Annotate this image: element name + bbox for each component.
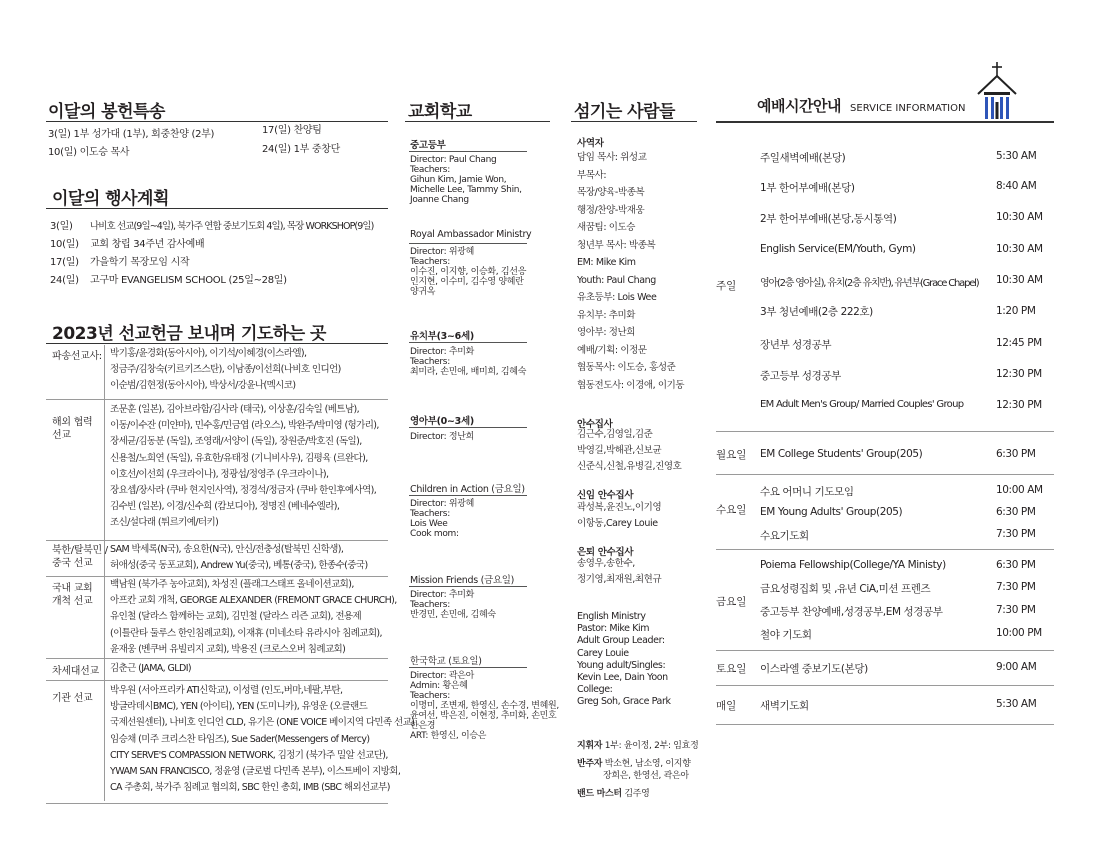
- offering-rule: [46, 121, 388, 122]
- band-row: [577, 789, 650, 800]
- church-icon: [972, 62, 1024, 120]
- service-time: 12:30 PM: [996, 368, 1042, 380]
- service-time: 7:30 PM: [996, 581, 1036, 593]
- school-line: Michelle Lee, Tammy Shin,: [410, 185, 522, 195]
- school-group-heading: Children in Action (금요일): [410, 484, 525, 495]
- mission-line: 방글라데시BMC), YEN (아이티), YEN (도미니카), 유영운 (오클랜드: [110, 701, 368, 713]
- school-line: Director: Paul Chang: [410, 155, 497, 165]
- server-line: 새꿈팀: 이도승: [577, 222, 636, 233]
- mission-group-2: [110, 402, 379, 532]
- server-line: 영아부: 정난희: [577, 327, 636, 338]
- elect-deacons-heading: 신임 안수집사: [577, 490, 634, 501]
- school-line: 반경민, 손민애, 김혜숙: [410, 610, 496, 620]
- school-group-body: [410, 247, 526, 297]
- event-text-1: 나비호 선교(9일~4일), 북가주 연합 중보기도회 4일), 목장 WORKSHOP(9일): [90, 221, 374, 232]
- offering-line-2: 10(일) 이도승 목사: [48, 147, 130, 158]
- service-name: Poiema Fellowship(College/YA Ministy): [760, 559, 946, 571]
- day-label-wednesday: 수요일: [716, 504, 747, 516]
- accompanist-row: [577, 759, 691, 770]
- service-time: 12:45 PM: [996, 337, 1042, 349]
- event-text-2: 교회 창립 34주년 감사예배: [90, 239, 205, 250]
- school-line: 이명미, 조변재, 한영신, 손수경, 변혜원,: [410, 701, 559, 711]
- mission-group-5: [110, 661, 191, 677]
- school-line: 윤여선, 박은진, 이현정, 추미화, 손민호: [410, 711, 557, 721]
- school-line: Director: 정난희: [410, 432, 475, 442]
- accompanist-value-1: 박소현, 남소영, 이지향: [604, 759, 691, 769]
- service-time: 10:30 AM: [996, 243, 1043, 255]
- mission-line: 조신/설다래 (튀르키예/터키): [110, 517, 219, 529]
- event-text-4: 고구마 EVANGELISM SCHOOL (25일~28일): [90, 275, 287, 286]
- service-name: 수요기도회: [760, 530, 809, 542]
- school-group-body: [410, 671, 559, 741]
- server-line: 행정/찬양-박재웅: [577, 204, 645, 216]
- mission-line: 장세균/김동분 (독일), 조영래/서양이 (독일), 장원준/박호진 (독일),: [110, 436, 362, 448]
- day-separator: [716, 549, 1054, 550]
- school-line: Teachers:: [410, 257, 450, 267]
- school-group-rule: [409, 667, 527, 668]
- service-name: 영아(2층 영아실), 유치(2층 유치반), 유년부(Grace Chapel): [760, 278, 979, 289]
- mission-line: 김수빈 (일본), 이경/신수희 (캄보디아), 정명진 (베네수엘라),: [110, 501, 340, 513]
- school-group-rule: [409, 495, 527, 496]
- mission-category: 기관 선교: [52, 693, 93, 704]
- school-line: 이수진, 이지향, 이승화, 김선응: [410, 267, 527, 277]
- mission-line: 이순범/김현정(동아시아), 박상서/강윤나(멕시코): [110, 380, 296, 392]
- server-line: Young adult/Singles:: [577, 659, 666, 671]
- mission-line: 국제선원센터), 나비호 인디언 CLD, 유기은 (ONE VOICE 베이지역 다민족 선교): [110, 717, 415, 729]
- server-line: 목장/양육-박종복: [577, 187, 645, 198]
- offering-line-1: 3(일) 1부 성가대 (1부), 회중찬양 (2부): [48, 129, 215, 140]
- event-date-2: 10(일): [50, 239, 79, 250]
- service-time: 10:00 PM: [996, 627, 1042, 639]
- server-line: EM: Mike Kim: [577, 257, 636, 268]
- mission-separator: [46, 680, 388, 681]
- retired-deacons-heading: 은퇴 안수집사: [577, 547, 634, 558]
- mission-line: 박우원 (서아프리카 ATI신학교), 이성렬 (인도,버마,네팔,부탄,: [110, 685, 343, 696]
- school-rule: [405, 121, 550, 122]
- school-line: Teachers:: [410, 509, 450, 519]
- conductor-label: 지휘자: [577, 741, 603, 751]
- school-group-body: [410, 347, 526, 377]
- school-line: Lois Wee: [410, 519, 448, 529]
- elect-deacons-list: [577, 500, 661, 532]
- service-name: 3부 청년예배(2층 222호): [760, 306, 873, 318]
- service-time: 6:30 PM: [996, 559, 1036, 571]
- mission-line: 허애성(중국 동포교회), Andrew Yu(중국), 베통(중국), 한종수(중국): [110, 560, 368, 572]
- day-label-sunday: 주일: [716, 280, 737, 292]
- school-group-heading: 유치부(3~6세): [410, 331, 474, 342]
- school-line: Joanne Chang: [410, 195, 469, 205]
- server-line: 청년부 목사: 박종복: [577, 239, 656, 251]
- event-date-4: 24(일): [50, 275, 79, 286]
- school-group-rule: [409, 342, 527, 343]
- service-name: 중고등부 찬양예배,성경공부,EM 성경공부: [760, 606, 943, 618]
- mission-line: (이틀란타 둘루스 한인침례교회), 이재휴 (미네소타 유라시아 침례교회),: [110, 627, 382, 639]
- server-line: 이항동,Carey Louie: [577, 518, 658, 529]
- mission-line: CITY SERVE'S COMPASSION NETWORK, 김정기 (북가주 밀알 선교단),: [110, 749, 388, 761]
- school-line: Gihun Kim, Jamie Won,: [410, 175, 507, 185]
- service-name: 금요성령집회 및 ,유년 CiA,미션 프렌즈: [760, 583, 931, 595]
- mission-category: 국내 교회 개척 선교: [52, 583, 93, 607]
- school-title: 교회학교: [408, 102, 472, 122]
- service-time: 1:20 PM: [996, 305, 1036, 317]
- school-group-rule: [409, 586, 527, 587]
- mission-line: 장요셉/장사라 (쿠바 현지인사역), 정경석/정금자 (쿠바 한인후예사역),: [110, 485, 377, 497]
- service-name: EM College Students' Group(205): [760, 448, 923, 460]
- school-line: Teachers:: [410, 691, 450, 701]
- mission-line: 이호선/이선희 (우크라이나), 정광섭/정영주 (우크라이나),: [110, 468, 329, 480]
- conductor-row: [577, 741, 698, 752]
- server-line: 예배/기획: 이정문: [577, 344, 647, 356]
- school-line: 인지현, 이수미, 김수영 양혜란: [410, 277, 524, 287]
- service-name: 수요 어머니 기도모임: [760, 486, 854, 498]
- day-separator: [716, 431, 1054, 432]
- accompanist-value-2: 장희은, 한영선, 곽은아: [603, 771, 689, 781]
- missions-divider: [104, 345, 105, 801]
- mission-separator: [46, 658, 388, 659]
- mission-line: SAM 박세록(N국), 송요한(N국), 안신/전충성(탈북민 신학생),: [110, 544, 344, 555]
- offering-line-3: 17(일) 찬양팀: [262, 125, 322, 136]
- server-line: Youth: Paul Chang: [577, 274, 656, 286]
- service-name: 장년부 성경공부: [760, 339, 832, 351]
- retired-deacons-list: [577, 556, 661, 588]
- pastors-list: [577, 149, 684, 394]
- mission-category: 차세대선교: [52, 666, 99, 677]
- school-group-body: [410, 155, 522, 205]
- school-line: Director: 위광혜: [410, 499, 475, 509]
- school-line: Cook mom:: [410, 529, 459, 539]
- server-line: Adult Group Leader:: [577, 635, 665, 647]
- missions-rule: [46, 343, 388, 344]
- school-line: Director: 위광혜: [410, 247, 475, 257]
- server-line: 담임 목사: 위성교: [577, 152, 647, 163]
- mission-separator: [46, 399, 388, 400]
- server-line: Carey Louie: [577, 647, 629, 659]
- school-group-body: [410, 590, 496, 620]
- service-time: 5:30 AM: [996, 698, 1037, 710]
- mission-group-1: [110, 346, 341, 395]
- band-label: 밴드 마스터: [577, 789, 622, 799]
- deacons-list: [577, 427, 681, 475]
- mission-line: 아프칸 교회 개척, GEORGE ALEXANDER (FREMONT GRACE CHURCH),: [110, 595, 397, 607]
- school-line: Director: 추미화: [410, 347, 475, 357]
- server-line: English Ministry: [577, 611, 646, 622]
- mission-separator: [46, 540, 388, 541]
- event-date-1: 3(일): [50, 221, 73, 232]
- mission-line: 정금주/김창숙(키르키즈스탄), 이남종/이선희(나비호 인디언): [110, 364, 341, 376]
- pastors-heading: 사역자: [577, 138, 604, 149]
- school-group-rule: [409, 151, 527, 152]
- mission-group-4: [110, 577, 397, 658]
- service-name: EM Young Adults' Group(205): [760, 506, 903, 518]
- mission-line: 박기홍/윤경화(동아시아), 이기석/이혜경(이스라엘),: [110, 348, 307, 359]
- service-time: 12:30 PM: [996, 399, 1042, 411]
- server-line: 유치부: 추미화: [577, 309, 636, 321]
- server-line: 협동전도사: 이경애, 이기동: [577, 379, 685, 391]
- service-name: 중고등부 성경공부: [760, 370, 841, 382]
- day-separator: [716, 685, 1054, 686]
- servers-rule: [571, 121, 697, 122]
- service-name: 철야 기도회: [760, 629, 812, 641]
- service-time: 8:40 AM: [996, 180, 1037, 192]
- school-line: 최미라, 손민애, 배미희, 김혜숙: [410, 367, 527, 377]
- mission-line: 백남원 (북가주 농아교회), 차성진 (플래그스태프 올네이션교회),: [110, 579, 354, 590]
- server-line: Greg Soh, Grace Park: [577, 696, 671, 708]
- service-time: 6:30 PM: [996, 506, 1036, 518]
- service-time: 10:30 AM: [996, 274, 1043, 286]
- server-line: Kevin Lee, Dain Yoon: [577, 672, 668, 684]
- service-time: 5:30 AM: [996, 150, 1037, 162]
- server-line: 정기영,최재원,최현규: [577, 574, 662, 585]
- mission-line: 조문훈 (일본), 김아브라함/김사라 (태국), 이상훈/김숙일 (베트남),: [110, 404, 360, 415]
- mission-line: 신용철/노희연 (독일), 유효한/유태정 (기니비사우), 김평육 (르완다),: [110, 452, 368, 464]
- school-group-body: [410, 432, 474, 442]
- event-date-3: 17(일): [50, 257, 79, 268]
- day-label-friday: 금요일: [716, 596, 747, 608]
- mission-line: 윤재웅 (벤쿠버 유빌리지 교회), 박용진 (크로스오버 침례교회): [110, 643, 346, 655]
- school-line: Director: 추미화: [410, 590, 475, 600]
- service-name: 2부 한어부예배(본당,동시통역): [760, 213, 897, 225]
- band-value: 김주영: [624, 789, 650, 799]
- server-line: 곽성복,윤진노,이기영: [577, 502, 662, 513]
- school-line: Director: 곽은아: [410, 671, 475, 681]
- mission-line: 김춘근 (JAMA, GLDI): [110, 663, 192, 674]
- service-name: EM Adult Men's Group/ Married Couples' Group: [760, 399, 964, 410]
- mission-category: 북한/탈북민 /중국 선교: [52, 545, 108, 569]
- school-group-heading: Royal Ambassador Ministry: [410, 229, 532, 240]
- day-separator: [716, 724, 1054, 725]
- mission-separator: [46, 803, 388, 804]
- day-label-monday: 월요일: [716, 449, 747, 461]
- mission-line: 이동/이수잔 (미얀마), 민수홍/민금엽 (라오스), 박완주/박미영 (헝가리),: [110, 420, 379, 432]
- school-group-heading: 영아부(0~3세): [410, 416, 474, 427]
- mission-category: 파송선교사:: [52, 351, 102, 362]
- accompanist-label: 반주자: [577, 759, 603, 769]
- day-label-daily: 매일: [716, 700, 737, 712]
- servers-title: 섬기는 사람들: [574, 102, 675, 122]
- school-line: 한은경: [410, 721, 436, 731]
- school-group-rule: [409, 427, 527, 428]
- mission-group-3: [110, 542, 368, 574]
- day-label-saturday: 토요일: [716, 663, 747, 675]
- school-line: Admin: 황은혜: [410, 681, 468, 691]
- missions-title: 2023년 선교헌금 보내며 기도하는 곳: [52, 324, 326, 344]
- school-group-heading: 중고등부: [410, 140, 446, 151]
- service-time: 7:30 PM: [996, 528, 1036, 540]
- school-line: Teachers:: [410, 357, 450, 367]
- school-group-heading: Mission Friends (금요일): [410, 575, 515, 586]
- service-name: English Service(EM/Youth, Gym): [760, 243, 916, 255]
- events-title: 이달의 행사계획: [52, 189, 169, 209]
- service-time: 9:00 AM: [996, 661, 1037, 673]
- service-name: 이스라엘 중보기도(본당): [760, 663, 868, 675]
- worship-title: 예배시간안내: [757, 97, 841, 115]
- day-separator: [716, 474, 1054, 475]
- school-line: ART: 한영신, 이승은: [410, 731, 487, 741]
- mission-line: 임승채 (미주 크리스찬 타임즈), Sue Sader(Messengers of Mercy): [110, 733, 370, 745]
- mission-line: CA 주총회, 북가주 침례교 협의회, SBC 한인 총회, IMB (SBC 해외선교부): [110, 782, 390, 794]
- mission-line: YWAM SAN FRANCISCO, 정윤영 (글로벌 다민족 본부), 이스트베이 지방회,: [110, 766, 401, 778]
- school-group-body: [410, 499, 474, 539]
- server-line: 송영우,송한수,: [577, 558, 635, 569]
- worship-title-en: SERVICE INFORMATION: [850, 103, 966, 114]
- events-rule: [46, 208, 388, 209]
- service-name: 주일새벽예배(본당): [760, 152, 846, 164]
- service-time: 10:30 AM: [996, 211, 1043, 223]
- day-separator: [716, 650, 1054, 651]
- school-line: Teachers:: [410, 165, 450, 175]
- server-line: 신준식,신철,유병길,진영호: [577, 461, 682, 472]
- offering-title: 이달의 봉헌특송: [48, 102, 165, 122]
- server-line: 김근수,김영일,김준: [577, 429, 653, 440]
- mission-category: 해외 협력 선교: [52, 417, 93, 441]
- offering-line-4: 24(일) 1부 중창단: [262, 144, 340, 155]
- mission-group-6: [110, 683, 414, 796]
- worship-rule: [716, 121, 1054, 123]
- service-name: 1부 한어부예배(본당): [760, 182, 855, 194]
- server-line: College:: [577, 684, 613, 696]
- service-time: 10:00 AM: [996, 484, 1043, 496]
- server-line: Pastor: Mike Kim: [577, 623, 650, 635]
- service-time: 7:30 PM: [996, 604, 1036, 616]
- english-ministry-list: [577, 611, 671, 709]
- service-time: 6:30 PM: [996, 448, 1036, 460]
- school-line: 양귀옥: [410, 287, 436, 297]
- server-line: 박영길,박해관,신보균: [577, 445, 662, 456]
- school-group-rule: [409, 243, 527, 244]
- conductor-value: 1부: 윤이정, 2부: 임효정: [604, 741, 699, 751]
- deacons-heading: 안수집사: [577, 419, 613, 430]
- worship-header: [757, 95, 966, 116]
- school-group-heading: 한국학교 (토요일): [410, 656, 482, 667]
- server-line: 유초등부: Lois Wee: [577, 292, 657, 303]
- server-line: 협동목사: 이도승, 홍성준: [577, 362, 676, 373]
- school-line: Teachers:: [410, 600, 450, 610]
- event-text-3: 가을학기 목장모임 시작: [90, 257, 190, 268]
- service-name: 새벽기도회: [760, 700, 809, 712]
- mission-line: 유인철 (달라스 함께하는 교회), 김민철 (달라스 리즌 교회), 전용제: [110, 611, 362, 623]
- server-line: 부목사:: [577, 169, 607, 181]
